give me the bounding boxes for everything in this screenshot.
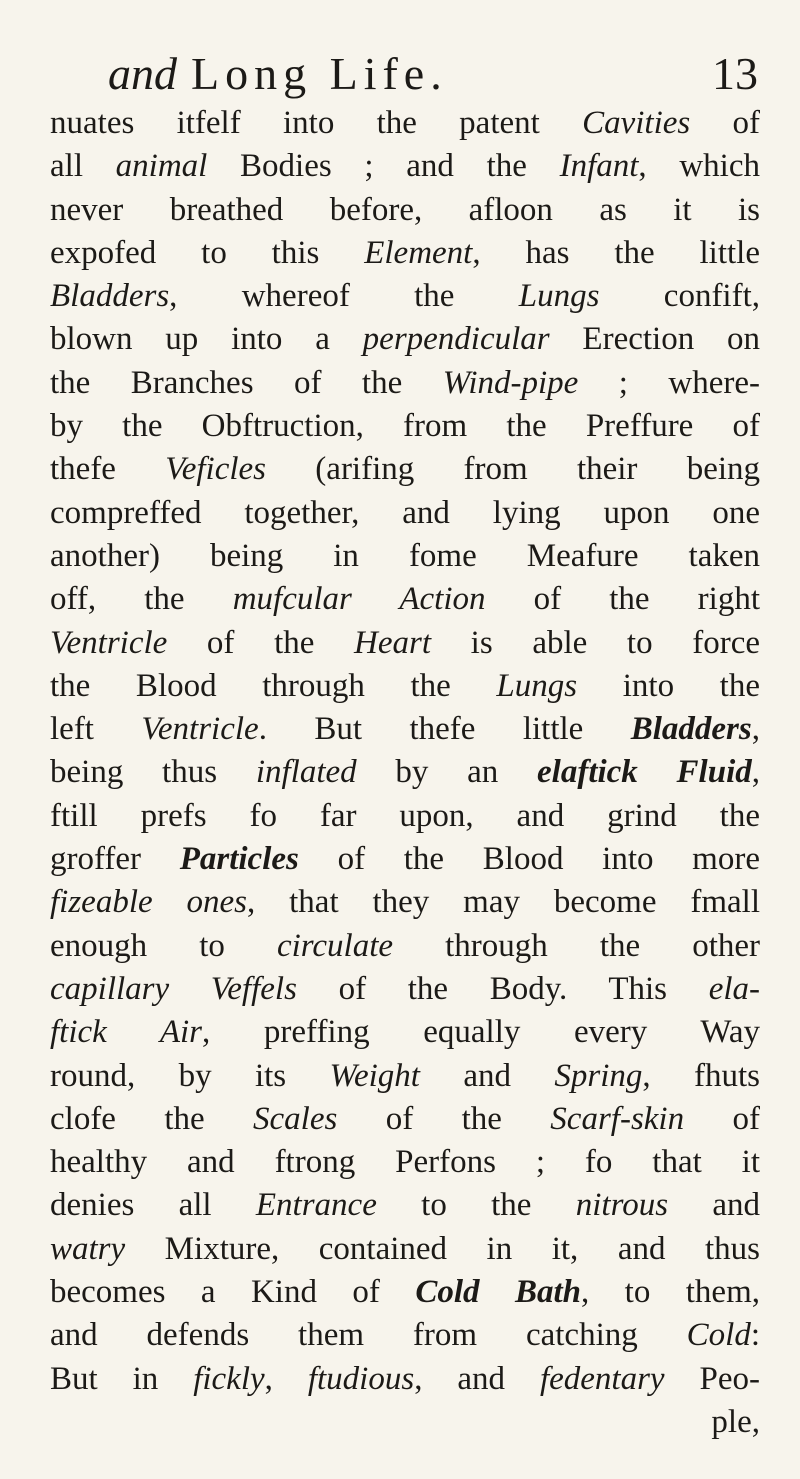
text-segment: of bbox=[684, 1100, 760, 1137]
emphasis-text: Heart bbox=[354, 624, 432, 661]
text-segment: , to them, bbox=[580, 1274, 761, 1311]
emphasis-text: Particles bbox=[179, 841, 299, 878]
text-segment: is able to force bbox=[431, 624, 760, 661]
text-segment: compreffed together, and lying upon one bbox=[50, 494, 760, 531]
text-segment: confift, bbox=[599, 278, 761, 315]
emphasis-text: Cold Bath bbox=[415, 1274, 581, 1311]
text-segment: expofed to this bbox=[50, 234, 365, 271]
text-segment: round, by its bbox=[50, 1057, 330, 1094]
text-segment: by the Obftruction, from the Preffure of bbox=[50, 408, 760, 445]
text-segment: another) being in fome Meafure taken bbox=[50, 537, 760, 574]
text-segment: blown up into a bbox=[50, 321, 363, 358]
text-segment: thefe bbox=[50, 451, 166, 488]
text-segment: , preffing equally every Way bbox=[202, 1014, 760, 1051]
emphasis-text: nitrous bbox=[575, 1187, 669, 1224]
text-segment: , bbox=[751, 711, 760, 748]
text-line bbox=[50, 925, 760, 968]
emphasis-text: watry bbox=[50, 1230, 126, 1267]
text-line bbox=[50, 102, 760, 145]
text-line bbox=[50, 1358, 760, 1401]
emphasis-text: fedentary bbox=[539, 1360, 665, 1397]
header-and: and bbox=[108, 48, 177, 99]
text-segment: to the bbox=[376, 1187, 576, 1224]
text-line bbox=[50, 405, 760, 448]
text-segment: and defends them from catching bbox=[50, 1317, 687, 1354]
text-segment: , fhuts bbox=[642, 1057, 761, 1094]
emphasis-text: ftudious bbox=[307, 1360, 415, 1397]
text-segment: of the bbox=[337, 1100, 551, 1137]
text-line bbox=[50, 578, 760, 621]
text-segment: , bbox=[264, 1360, 308, 1397]
text-segment: : bbox=[750, 1317, 760, 1354]
text-segment: never breathed before, afloon as it is bbox=[50, 191, 760, 228]
emphasis-text: ela- bbox=[708, 970, 760, 1007]
emphasis-text: Weight bbox=[329, 1057, 420, 1094]
text-segment: Mixture, contained in it, and thus bbox=[125, 1230, 760, 1267]
emphasis-text: Cavities bbox=[582, 105, 691, 141]
text-line bbox=[50, 448, 760, 491]
text-segment: ; where- bbox=[578, 364, 761, 401]
text-segment: But in bbox=[50, 1360, 194, 1397]
text-segment: healthy and ftrong Perfons ; fo that it bbox=[50, 1144, 760, 1181]
text-segment: Peo- bbox=[664, 1360, 760, 1397]
text-line bbox=[50, 1011, 760, 1054]
text-segment: being thus bbox=[50, 754, 256, 791]
text-segment: . But thefe little bbox=[258, 711, 631, 748]
text-line bbox=[50, 1098, 760, 1141]
text-segment: ple, bbox=[711, 1403, 760, 1440]
emphasis-text: circulate bbox=[276, 927, 394, 964]
text-line bbox=[50, 665, 760, 708]
text-segment: of the Blood into more bbox=[298, 841, 760, 878]
text-segment: nuates itfelf into the patent bbox=[50, 105, 583, 141]
emphasis-text: Cold bbox=[686, 1317, 751, 1354]
emphasis-text: capillary Veffels bbox=[50, 970, 297, 1007]
text-line bbox=[50, 145, 760, 188]
emphasis-text: ftick Air bbox=[50, 1014, 203, 1051]
text-segment: into the bbox=[577, 667, 761, 704]
emphasis-text: animal bbox=[115, 148, 208, 185]
emphasis-text: Scales bbox=[253, 1100, 338, 1137]
text-line bbox=[50, 968, 760, 1011]
text-line bbox=[50, 751, 760, 794]
page-number: 13 bbox=[712, 48, 758, 99]
text-segment: (arifing from their being bbox=[266, 451, 761, 488]
body-text bbox=[50, 102, 760, 1444]
text-line bbox=[50, 1228, 760, 1271]
emphasis-text: Veficles bbox=[165, 451, 267, 488]
text-line bbox=[50, 535, 760, 578]
text-segment: enough to bbox=[50, 927, 277, 964]
emphasis-text: Ventricle bbox=[141, 711, 259, 748]
text-segment: Bodies ; and the bbox=[207, 148, 560, 185]
text-segment: all bbox=[50, 148, 116, 185]
emphasis-text: elaftick Fluid bbox=[537, 754, 752, 791]
text-segment: the Branches of the bbox=[50, 364, 443, 401]
text-segment: becomes a Kind of bbox=[50, 1274, 416, 1311]
emphasis-text: Wind-pipe bbox=[442, 364, 579, 401]
text-line bbox=[50, 1184, 760, 1227]
emphasis-text: Spring bbox=[554, 1057, 643, 1094]
emphasis-text: fickly bbox=[193, 1360, 265, 1397]
text-segment: clofe the bbox=[50, 1100, 254, 1137]
emphasis-text: perpendicular bbox=[362, 321, 550, 358]
text-line bbox=[50, 795, 760, 838]
text-segment: of bbox=[690, 105, 760, 141]
text-line bbox=[50, 362, 760, 405]
text-line bbox=[50, 189, 760, 232]
emphasis-text: Entrance bbox=[255, 1187, 377, 1224]
emphasis-text: inflated bbox=[255, 754, 357, 791]
text-line bbox=[50, 232, 760, 275]
emphasis-text: Lungs bbox=[496, 667, 578, 704]
text-segment: , which bbox=[638, 148, 760, 185]
text-segment: and bbox=[419, 1057, 555, 1094]
running-header bbox=[108, 44, 758, 104]
emphasis-text: Ventricle bbox=[50, 624, 168, 661]
text-line bbox=[50, 1314, 760, 1357]
emphasis-text: mufcular Action bbox=[232, 581, 486, 618]
emphasis-text: Element bbox=[364, 234, 473, 271]
text-line bbox=[50, 708, 760, 751]
text-line bbox=[50, 275, 760, 318]
text-segment: , and bbox=[414, 1360, 540, 1397]
text-segment: Erection on bbox=[549, 321, 761, 358]
text-line bbox=[50, 1271, 760, 1314]
text-segment: denies all bbox=[50, 1187, 256, 1224]
emphasis-text: Bladders bbox=[630, 711, 752, 748]
text-segment: by an bbox=[356, 754, 538, 791]
text-segment: of the bbox=[167, 624, 355, 661]
text-segment: , that they may become fmall bbox=[247, 884, 760, 921]
text-segment: of the Body. This bbox=[296, 970, 709, 1007]
text-segment: of the right bbox=[485, 581, 760, 618]
text-line bbox=[50, 318, 760, 361]
text-segment: , has the little bbox=[472, 234, 760, 271]
text-segment: left bbox=[50, 711, 142, 748]
text-segment: through the other bbox=[393, 927, 760, 964]
header-title: Long Life. bbox=[191, 48, 448, 99]
text-segment: the Blood through the bbox=[50, 667, 497, 704]
emphasis-text: fizeable ones bbox=[50, 884, 248, 921]
text-segment: , bbox=[751, 754, 760, 791]
emphasis-text: Lungs bbox=[518, 278, 600, 315]
text-line bbox=[50, 1055, 760, 1098]
text-segment: and bbox=[668, 1187, 760, 1224]
emphasis-text: Infant bbox=[559, 148, 639, 185]
text-line bbox=[50, 1401, 760, 1444]
text-segment: off, the bbox=[50, 581, 233, 618]
emphasis-text: Scarf-skin bbox=[550, 1100, 685, 1137]
emphasis-text: Bladders bbox=[50, 278, 170, 315]
text-line bbox=[50, 622, 760, 665]
text-segment: groffer bbox=[50, 841, 180, 878]
text-segment: , whereof the bbox=[169, 278, 519, 315]
text-line bbox=[50, 492, 760, 535]
text-segment: ftill prefs fo far upon, and grind the bbox=[50, 797, 760, 834]
text-line bbox=[50, 881, 760, 924]
text-line bbox=[50, 1141, 760, 1184]
text-line bbox=[50, 838, 760, 881]
